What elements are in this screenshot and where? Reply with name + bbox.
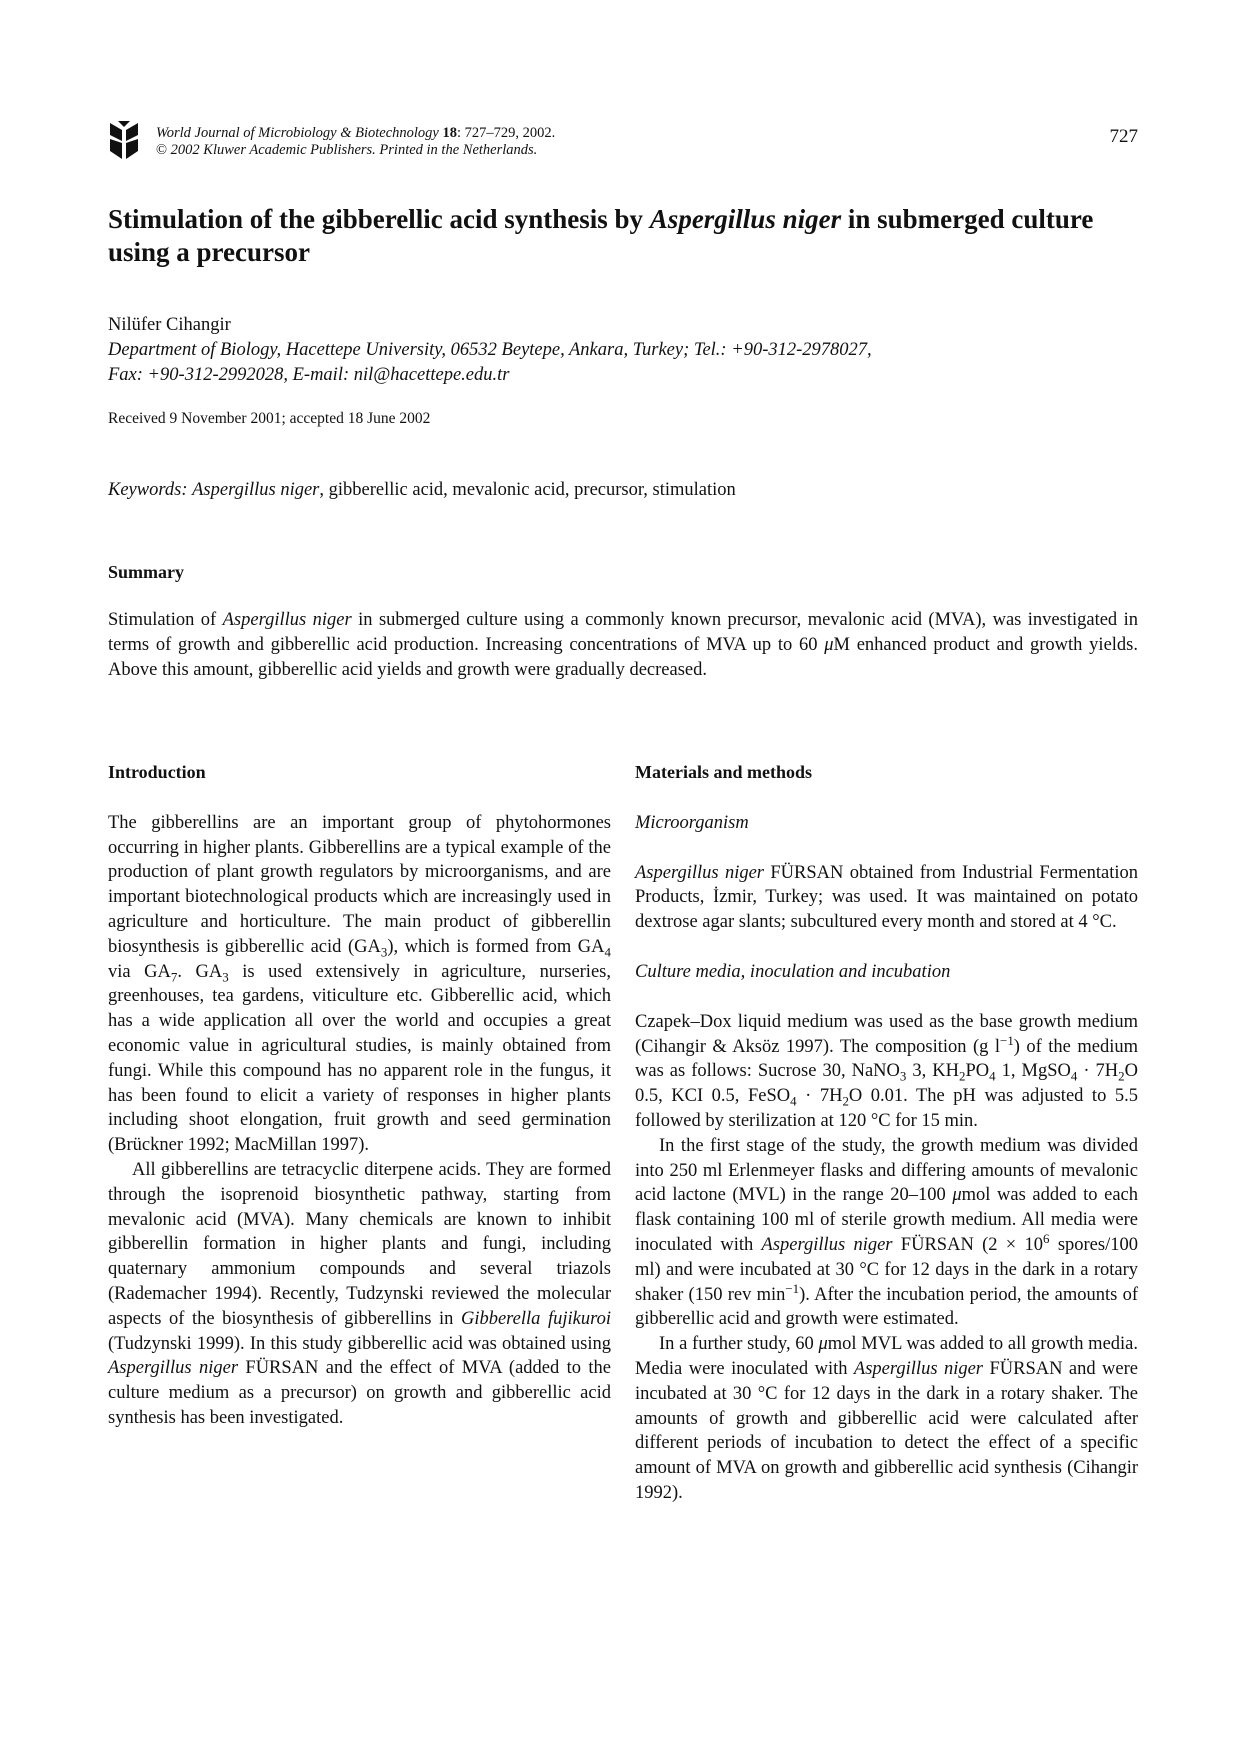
c1-sub: 4 [1070,1069,1078,1085]
summary-mu: μ [824,635,834,655]
intro-p1-d: . GA [177,961,223,982]
title-text-end: in submerged culture using a precursor [108,204,1094,267]
intro-p1-a: The gibberellins are an important group of phytohormones occurring in higher plants. Gibberellins are a typical example of the production of plant growth regulators by microorganisms, and are important biotechnological products which are increasingly used in agriculture and horticulture. The main product of gibberellin biosynthesis is gibberellic acid (GA [108,812,611,957]
keywords [108,480,736,501]
c1-text: 3, KH [906,1061,960,1082]
c1-sub: 3 [899,1069,907,1085]
culture-paragraph-3 [635,1332,1138,1506]
intro-p1-b: ), which is formed from GA [387,936,605,957]
summary-heading: Summary [108,562,184,582]
paper-title [108,203,1138,269]
micro-text: FÜRSAN obtained from Industrial Fermentation Products, İzmir, Turkey; was used. It was maintained on potato dextrose agar slants; subcultured every month and stored at 4 °C. [635,862,1138,933]
c1-sub: 2 [1118,1069,1125,1085]
c1-text: · 7H [1077,1061,1119,1082]
c2-organism: Aspergillus niger [761,1234,893,1255]
c2-text: spores/100 ml) and were incubated at 30 °C for 12 days in the dark in a rotary shaker (150 rev min [635,1234,1138,1305]
c2-text: FÜRSAN (2 × 10 [892,1234,1044,1255]
journal-volume: 18 [442,125,457,141]
c2-text: In the first stage of the study, the growth medium was divided into 250 ml Erlenmeyer flasks and differing amounts of mevalonic acid lactone (MVL) in the range 20–100 [635,1135,1138,1206]
c3-text: mol MVL was added to all growth media. Media were inoculated with [635,1334,1139,1379]
c3-mu: μ [818,1334,828,1355]
intro-p1-sub: 7 [170,969,178,985]
c2-text: mol was added to each flask containing 100 ml of sterile growth medium. All media were inoculated with [635,1185,1139,1255]
page-number: 727 [1109,126,1138,147]
keyword-organism: Aspergillus niger [192,480,320,500]
keywords-label: Keywords: [108,480,188,500]
c1-text: Czapek–Dox liquid medium was used as the base growth medium (Cihangir & Aksöz 1997). The composition (g l [635,1011,1138,1057]
c2-sup: 6 [1043,1230,1050,1246]
author-affiliation [108,338,1138,388]
intro-p1-sub: 4 [604,944,611,960]
culture-paragraph-2 [635,1134,1138,1332]
intro-p1-sub: 3 [222,969,229,985]
intro-p1-e: is used extensively in agriculture, nurseries, greenhouses, tea gardens, viticulture etc. Gibberellic acid, which has a wide application all over the world and occupies a great economic value in agricultural studies, is mainly obtained from fungi. While this compound has no apparent role in the fungus, it has been found to elicit a variety of responses in higher plants including shoot elongation, fruit growth and seed germination (Brückner 1992; MacMillan 1997). [108,961,611,1156]
title-text: Stimulation of the gibberellic acid synthesis by [108,204,650,234]
c1-sub: 2 [842,1093,849,1109]
right-column [635,760,1138,1506]
c1-text: O 0.5, KCI 0.5, FeSO [635,1061,1138,1107]
c3-text: In a further study, 60 [659,1334,819,1355]
microorganism-paragraph [635,861,1138,935]
journal-pages: : 727–729, 2002. [456,125,556,141]
c1-text: ) of the medium was as follows: Sucrose 30, NaNO [635,1036,1138,1082]
c2-text: ). After the incubation period, the amounts of gibberellic acid and growth were estimated. [635,1284,1138,1330]
c2-mu: μ [952,1185,962,1206]
methods-heading: Materials and methods [635,762,812,782]
c1-sub: 2 [959,1069,966,1085]
summary-text [108,608,1138,683]
c1-text: PO [965,1061,990,1082]
intro-p2-a: All gibberellins are tetracyclic diterpene acids. They are formed through the isoprenoid biosynthetic pathway, starting from mevalonic acid (MVA). Many chemicals are known to inhibit gibberellin formation in higher plants and fungi, including quaternary ammonium compounds and several triazols (Rademacher 1994). Recently, Tudzynski reviewed the molecular aspects of the biosynthesis of gibberellins in [108,1159,611,1329]
introduction-heading: Introduction [108,762,206,782]
running-header [108,118,1138,168]
journal-citation [156,125,555,159]
culture-paragraph-1 [635,1010,1138,1134]
copyright-symbol: © [156,142,168,158]
publisher-logo-icon [108,121,140,161]
journal-name: World Journal of Microbiology & Biotechnology [156,125,439,141]
c1-text: O 0.01. The pH was adjusted to 5.5 followed by sterilization at 120 °C for 15 min. [635,1086,1138,1131]
introduction-paragraph-1 [108,811,611,1158]
left-column [108,760,611,1431]
c1-text: 1, MgSO [995,1061,1071,1082]
intro-p1-sub: 3 [380,944,388,960]
copyright-text: 2002 Kluwer Academic Publishers. Printed in the Netherlands. [170,142,538,158]
introduction-paragraph-2 [108,1158,611,1431]
author-name: Nilüfer Cihangir [108,315,231,335]
title-organism: Aspergillus niger [649,204,842,234]
c2-sup: −1 [785,1280,800,1296]
affiliation-line-2: Fax: +90-312-2992028, E-mail: nil@hacettepe.edu.tr [108,365,510,385]
intro-p2-organism: Gibberella fujikuroi [460,1308,612,1329]
microorganism-subheading: Microorganism [635,812,749,833]
c1-sub: 4 [989,1069,996,1085]
intro-p2-b: (Tudzynski 1999). In this study gibberellic acid was obtained using [108,1333,611,1354]
c3-text: FÜRSAN and were incubated at 30 °C for 12 days in the dark in a rotary shaker. The amounts of growth and gibberellic acid were calculated after different periods of incubation to detect the effect of a specific amount of MVA on growth and gibberellic acid synthesis (Cihangir 1992). [635,1358,1138,1503]
affiliation-line-1: Department of Biology, Hacettepe University, 06532 Beytepe, Ankara, Turkey; Tel.: +90-312-2978027, [108,340,872,360]
received-dates: Received 9 November 2001; accepted 18 June 2002 [108,410,431,427]
c1-text: · 7H [796,1086,843,1107]
c3-organism: Aspergillus niger [853,1358,984,1379]
summary-lead: Stimulation of [108,610,223,630]
culture-media-subheading: Culture media, inoculation and incubation [635,961,951,982]
intro-p2-c: FÜRSAN and the effect of MVA (added to the culture medium as a precursor) on growth and gibberellic acid synthesis has been investigated. [108,1358,611,1428]
intro-p1-c: via GA [108,961,171,982]
intro-p2-organism: Aspergillus niger [108,1358,239,1379]
c1-sub: 4 [790,1093,797,1109]
micro-organism-name: Aspergillus niger [635,862,764,883]
c1-sup: −1 [1000,1032,1014,1048]
summary-body-b: M enhanced product and growth yields. Above this amount, gibberellic acid yields and growth were gradually decreased. [108,635,1138,680]
summary-body-a: in submerged culture using a commonly known precursor, mevalonic acid (MVA), was investigated in terms of growth and gibberellic acid production. Increasing concentrations of MVA up to 60 [108,610,1138,655]
keywords-list: , gibberellic acid, mevalonic acid, precursor, stimulation [319,480,736,500]
summary-organism: Aspergillus niger [222,610,352,630]
